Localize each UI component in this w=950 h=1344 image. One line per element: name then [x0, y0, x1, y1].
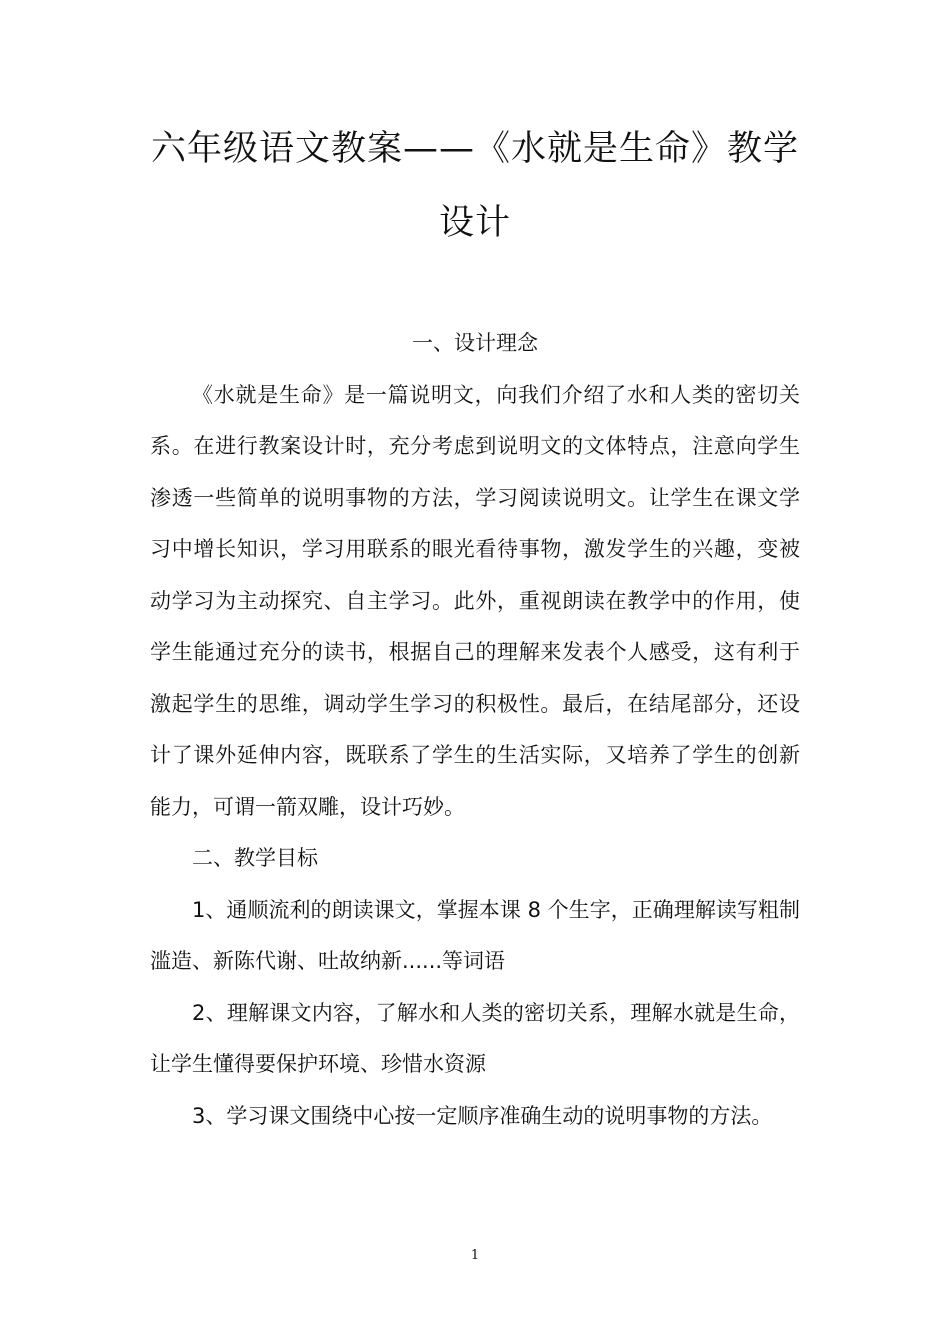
- paragraph-goal-1: 1、通顺流利的朗读课文，掌握本课 8 个生字，正确理解读写粗制滥造、新陈代谢、吐故纳新......等词语: [150, 897, 800, 973]
- paragraph-goal-3: 3、学习课文围绕中心按一定顺序准确生动的说明事物的方法。: [192, 1103, 773, 1128]
- paragraph-goal-2: 2、理解课文内容，了解水和人类的密切关系，理解水就是生命，让学生懂得要保护环境、珍惜水资源: [150, 1000, 800, 1076]
- section-heading-teaching-goals: 二、教学目标: [192, 846, 318, 870]
- document-body: [150, 318, 800, 1142]
- paragraph-design-concept: 《水就是生命》是一篇说明文，向我们介绍了水和人类的密切关系。在进行教案设计时，充分考虑到说明文的文体特点，注意向学生渗透一些简单的说明事物的方法，学习阅读说明文。让学生在课文学习中增长知识，学习用联系的眼光看待事物，激发学生的兴趣，变被动学习为主动探究、自主学习。此外，重视朗读在教学中的作用，使学生能通过充分的读书，根据自己的理解来发表个人感受，这有利于激起学生的思维，调动学生学习的积极性。最后，在结尾部分，还设计了课外延伸内容，既联系了学生的生活实际，又培养了学生的创新能力，可谓一箭双雕，设计巧妙。: [150, 382, 800, 819]
- page-number: 1: [470, 1248, 480, 1263]
- document-title: 六年级语文教案——《水就是生命》教学设计: [150, 129, 799, 243]
- section-heading-design-concept: 一、设计理念: [412, 331, 538, 355]
